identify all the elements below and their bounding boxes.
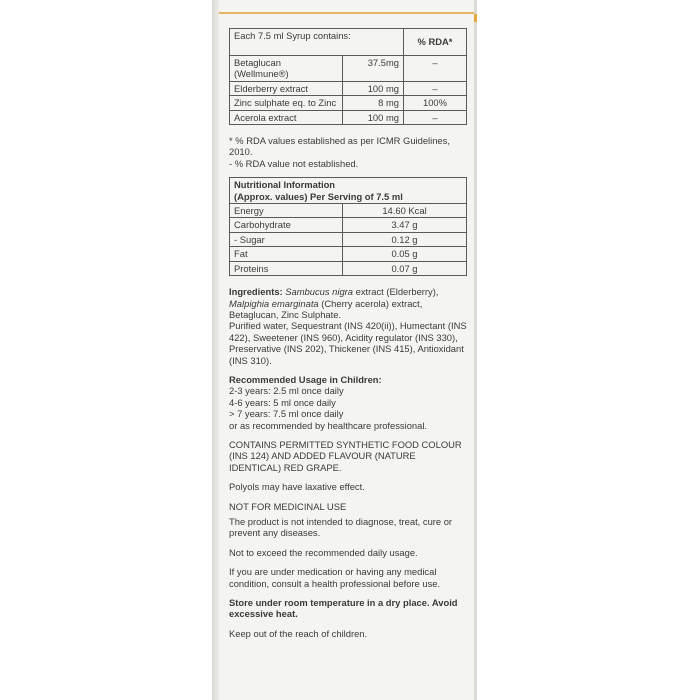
ingredient-rda: – (404, 81, 467, 95)
nutrition-header-line1: Nutritional Information (234, 179, 336, 191)
composition-table (229, 28, 467, 125)
nutrient-name: Energy (230, 204, 343, 218)
ingredient-amount: 37.5mg (343, 56, 404, 82)
rda-notes (229, 135, 467, 169)
nutrient-value: 0.05 g (343, 247, 467, 261)
usage-line: 4-6 years: 5 ml once daily (229, 396, 336, 408)
composition-header: Each 7.5 ml Syrup contains: (230, 29, 404, 56)
ingredients-label: Ingredients: (229, 286, 283, 298)
ingredient-amount: 100 mg (343, 81, 404, 95)
usage-line: 2-3 years: 2.5 ml once daily (229, 385, 344, 397)
nutrient-value: 14.60 Kcal (343, 204, 467, 218)
ingredient-name: Elderberry extract (230, 81, 343, 95)
table-row (230, 110, 467, 124)
table-row (230, 247, 467, 261)
nutrient-value: 3.47 g (343, 218, 467, 232)
ingredient-latin-2: Malpighia emarginata (229, 297, 319, 309)
ingredient-amount: 100 mg (343, 110, 404, 124)
medication-warning: If you are under medication or having any medical condition, consult a health professional before use. (229, 566, 441, 589)
nutrient-name: - Sugar (230, 232, 343, 246)
nutrition-header-row (230, 178, 467, 204)
table-row (230, 232, 467, 246)
ingredients-paragraph-2: Purified water, Sequestrant (INS 420(ii)), Humectant (INS 422), Sweetener (INS 960), Acidity regulator (INS 330), Preservative (INS 202), Thickener (INS 415), Antioxidant (INS 310). (229, 320, 467, 366)
box-orange-edge (474, 14, 477, 22)
composition-header-row (230, 29, 467, 56)
nutrient-value: 0.07 g (343, 261, 467, 275)
label-content (229, 28, 467, 639)
ingredient-amount: 8 mg (343, 96, 404, 110)
dosage-warning: Not to exceed the recommended daily usage. (229, 546, 418, 558)
nutrient-name: Carbohydrate (230, 218, 343, 232)
keep-out-warning: Keep out of the reach of children. (229, 627, 368, 639)
usage-section (229, 374, 467, 431)
table-row (230, 81, 467, 95)
top-fold-line (219, 12, 477, 14)
ingredients (229, 286, 467, 366)
ingredient-text-2: (Cherry acerola) extract, Betaglucan, Zinc Sulphate. (229, 297, 423, 320)
nutrition-header (230, 178, 467, 204)
ingredient-rda: – (404, 56, 467, 82)
rda-note-2: - % RDA value not established. (229, 157, 359, 169)
box-edge (474, 0, 477, 700)
colour-note: CONTAINS PERMITTED SYNTHETIC FOOD COLOUR (INS 124) AND ADDED FLAVOUR (NATURE IDENTICAL) RED GRAPE. (229, 438, 462, 473)
rda-header: % RDA* (404, 29, 467, 56)
table-row (230, 218, 467, 232)
table-row (230, 56, 467, 82)
ingredient-text-1: extract (Elderberry), (353, 286, 439, 298)
storage-instruction: Store under room temperature in a dry place. Avoid excessive heat. (229, 597, 458, 620)
ingredient-rda: – (404, 110, 467, 124)
table-row (230, 204, 467, 218)
nutrient-name: Fat (230, 247, 343, 261)
table-row (230, 261, 467, 275)
table-row (230, 96, 467, 110)
not-medicinal-notice: NOT FOR MEDICINAL USE (229, 500, 347, 512)
usage-title: Recommended Usage in Children: (229, 373, 382, 385)
nutrition-header-line2: (Approx. values) Per Serving of 7.5 ml (234, 190, 403, 202)
nutrient-value: 0.12 g (343, 232, 467, 246)
nutrient-name: Proteins (230, 261, 343, 275)
ingredient-latin-1: Sambucus nigra (285, 286, 354, 298)
disclaimer: The product is not intended to diagnose, treat, cure or prevent any diseases. (229, 516, 453, 539)
ingredient-name: Acerola extract (230, 110, 343, 124)
ingredients-paragraph-1 (229, 286, 467, 320)
ingredient-rda: 100% (404, 96, 467, 110)
polyols-warning: Polyols may have laxative effect. (229, 481, 365, 493)
usage-line: or as recommended by healthcare professional. (229, 419, 428, 431)
rda-note-1: * % RDA values established as per ICMR Guidelines, 2010. (229, 135, 450, 158)
nutrition-table (229, 177, 467, 276)
usage-line: > 7 years: 7.5 ml once daily (229, 408, 344, 420)
ingredient-name: Betaglucan (Wellmune®) (230, 56, 343, 82)
ingredient-name: Zinc sulphate eq. to Zinc (230, 96, 343, 110)
